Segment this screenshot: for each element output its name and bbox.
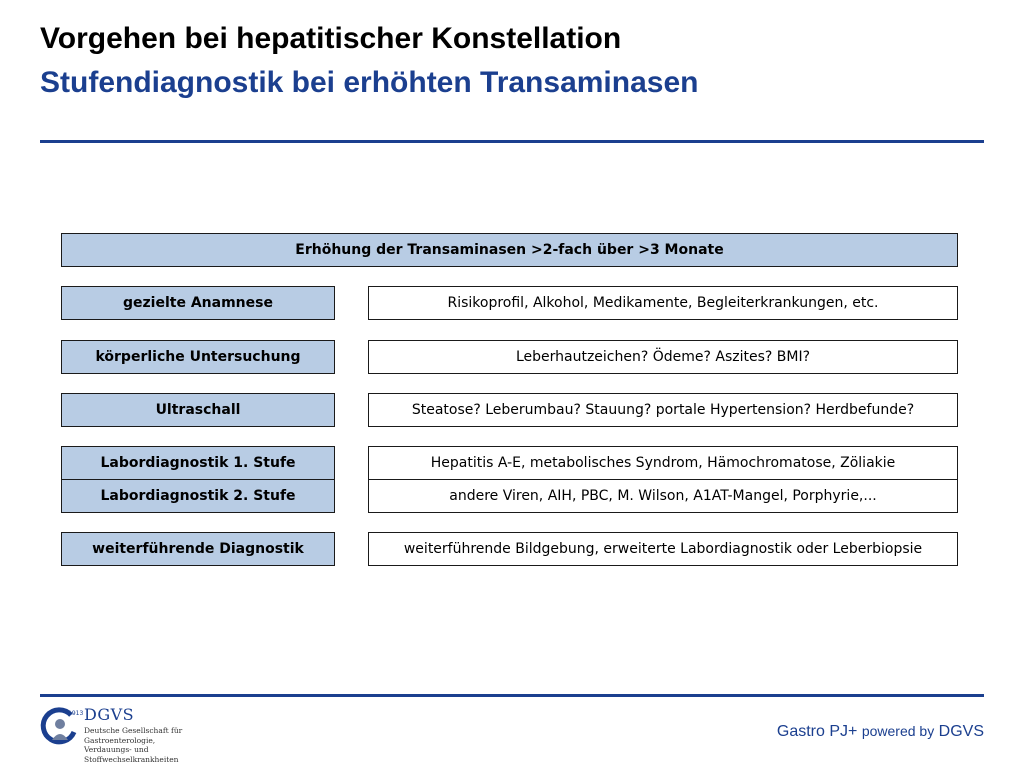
detail-box-untersuchung: Leberhautzeichen? Ödeme? Aszites? BMI? [368,340,958,374]
logo-abbreviation: DGVS [84,705,135,724]
slide-title: Vorgehen bei hepatitischer Konstellation [40,22,622,55]
detail-box-weiterfuehrend: weiterführende Bildgebung, erweiterte Labordiagnostik oder Leberbiopsie [368,532,958,566]
footer-divider [40,694,984,697]
step-box-anamnese: gezielte Anamnese [61,286,335,320]
footer-brand-name: Gastro PJ [776,723,849,740]
criterion-box: Erhöhung der Transaminasen >2-fach über >3 Monate [61,233,958,267]
detail-box-labor-1: Hepatitis A-E, metabolisches Syndrom, Hämochromatose, Zöliakie [368,446,958,480]
step-box-labor-2: Labordiagnostik 2. Stufe [61,479,335,513]
header-divider [40,140,984,143]
footer-brand-plus: + [848,723,858,740]
logo-full-name: Deutsche Gesellschaft für Gastroenterologie, Verdauungs- und Stoffwechselkrankheiten [84,726,183,764]
step-box-ultraschall: Ultraschall [61,393,335,427]
logo-year: 1913 [68,710,84,717]
dgvs-emblem-icon [40,706,84,746]
step-box-weiterfuehrend: weiterführende Diagnostik [61,532,335,566]
detail-box-ultraschall: Steatose? Leberumbau? Stauung? portale Hypertension? Herdbefunde? [368,393,958,427]
dgvs-logo [40,704,190,766]
footer-brand [777,723,984,741]
detail-box-labor-2: andere Viren, AIH, PBC, M. Wilson, A1AT-Mangel, Porphyrie,... [368,479,958,513]
step-box-labor-1: Labordiagnostik 1. Stufe [61,446,335,480]
detail-box-anamnese: Risikoprofil, Alkohol, Medikamente, Begleiterkrankungen, etc. [368,286,958,320]
slide-subtitle: Stufendiagnostik bei erhöhten Transaminasen [40,66,699,99]
footer-powered-by: powered by [861,723,935,739]
step-box-untersuchung: körperliche Untersuchung [61,340,335,374]
footer-org: DGVS [938,723,984,740]
